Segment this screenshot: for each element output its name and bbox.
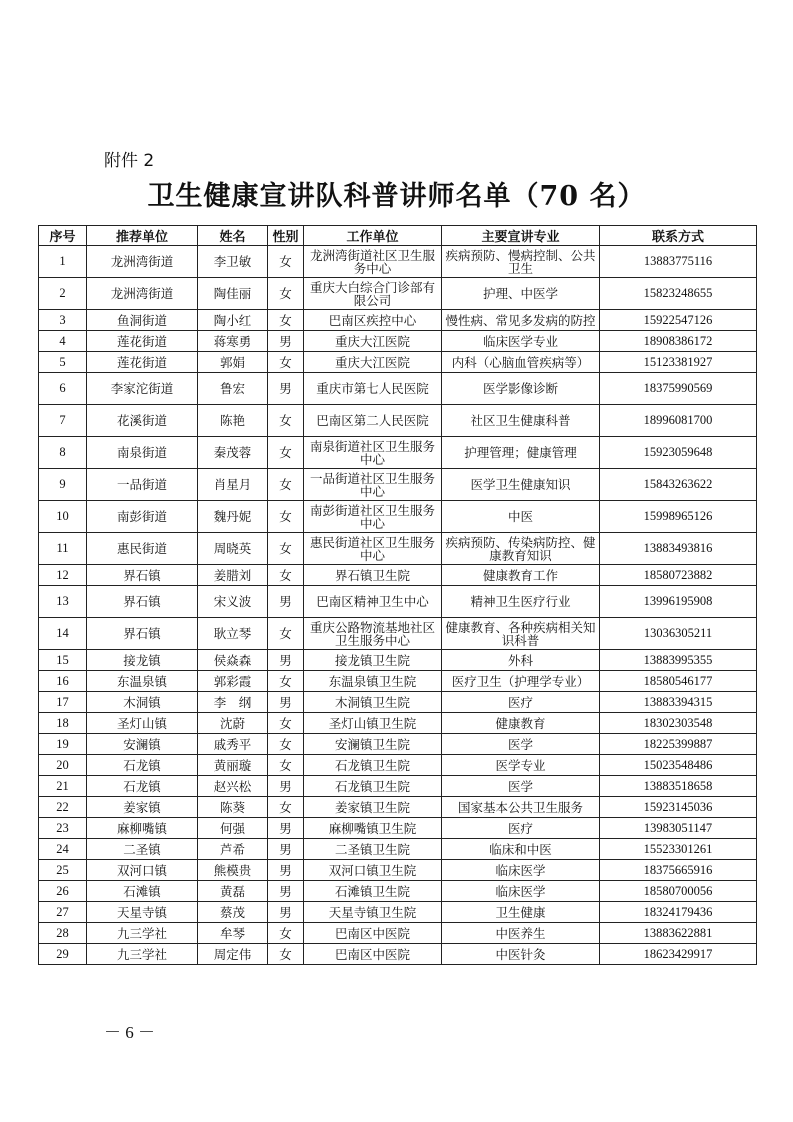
gender: 女: [268, 533, 304, 565]
header-cell: 联系方式: [600, 226, 757, 246]
contact-phone: 18623429917: [600, 944, 757, 965]
contact-phone: 13036305211: [600, 618, 757, 650]
table-row: [39, 902, 757, 923]
lecture-specialty: 医学影像诊断: [442, 373, 600, 405]
row-number: 25: [39, 860, 87, 881]
table-row: [39, 650, 757, 671]
contact-phone: 13983051147: [600, 818, 757, 839]
table-row: [39, 923, 757, 944]
work-unit: 麻柳嘴镇卫生院: [304, 818, 442, 839]
contact-phone: 15923059648: [600, 437, 757, 469]
table-row: [39, 797, 757, 818]
work-unit: 巴南区中医院: [304, 944, 442, 965]
lecturer-name: 蔡茂: [198, 902, 268, 923]
lecture-specialty: 护理管理；健康管理: [442, 437, 600, 469]
work-unit: 安澜镇卫生院: [304, 734, 442, 755]
table-row: [39, 839, 757, 860]
lecture-specialty: 中医: [442, 501, 600, 533]
row-number: 29: [39, 944, 87, 965]
gender: 男: [268, 818, 304, 839]
row-number: 22: [39, 797, 87, 818]
row-number: 2: [39, 278, 87, 310]
recommending-unit: 接龙镇: [87, 650, 198, 671]
contact-phone: 13883493816: [600, 533, 757, 565]
row-number: 1: [39, 246, 87, 278]
lecturer-roster-table: [38, 225, 757, 965]
lecture-specialty: 卫生健康: [442, 902, 600, 923]
gender: 男: [268, 860, 304, 881]
gender: 女: [268, 944, 304, 965]
row-number: 24: [39, 839, 87, 860]
gender: 女: [268, 469, 304, 501]
contact-phone: 15843263622: [600, 469, 757, 501]
row-number: 21: [39, 776, 87, 797]
lecture-specialty: 社区卫生健康科普: [442, 405, 600, 437]
gender: 男: [268, 839, 304, 860]
table-row: [39, 755, 757, 776]
recommending-unit: 莲花街道: [87, 331, 198, 352]
recommending-unit: 九三学社: [87, 944, 198, 965]
recommending-unit: 双河口镇: [87, 860, 198, 881]
table-row: [39, 437, 757, 469]
lecturer-name: 郭彩霞: [198, 671, 268, 692]
row-number: 16: [39, 671, 87, 692]
recommending-unit: 一品街道: [87, 469, 198, 501]
table-row: [39, 734, 757, 755]
row-number: 15: [39, 650, 87, 671]
lecturer-name: 周定伟: [198, 944, 268, 965]
lecturer-name: 黄磊: [198, 881, 268, 902]
row-number: 18: [39, 713, 87, 734]
lecture-specialty: 外科: [442, 650, 600, 671]
contact-phone: 15523301261: [600, 839, 757, 860]
lecture-specialty: 中医针灸: [442, 944, 600, 965]
row-number: 12: [39, 565, 87, 586]
contact-phone: 15998965126: [600, 501, 757, 533]
recommending-unit: 鱼洞街道: [87, 310, 198, 331]
lecturer-name: 李卫敏: [198, 246, 268, 278]
recommending-unit: 花溪街道: [87, 405, 198, 437]
recommending-unit: 九三学社: [87, 923, 198, 944]
lecturer-name: 鲁宏: [198, 373, 268, 405]
gender: 男: [268, 650, 304, 671]
work-unit: 天星寺镇卫生院: [304, 902, 442, 923]
gender: 女: [268, 501, 304, 533]
row-number: 5: [39, 352, 87, 373]
table-row: [39, 944, 757, 965]
recommending-unit: 南彭街道: [87, 501, 198, 533]
lecture-specialty: 医学卫生健康知识: [442, 469, 600, 501]
lecturer-name: 宋义波: [198, 586, 268, 618]
lecture-specialty: 医学: [442, 776, 600, 797]
gender: 女: [268, 755, 304, 776]
work-unit: 东温泉镇卫生院: [304, 671, 442, 692]
row-number: 19: [39, 734, 87, 755]
lecture-specialty: 中医养生: [442, 923, 600, 944]
gender: 女: [268, 437, 304, 469]
table-row: [39, 860, 757, 881]
work-unit: 石龙镇卫生院: [304, 755, 442, 776]
work-unit: 惠民街道社区卫生服务中心: [304, 533, 442, 565]
lecturer-name: 秦茂蓉: [198, 437, 268, 469]
contact-phone: 15023548486: [600, 755, 757, 776]
contact-phone: 18324179436: [600, 902, 757, 923]
header-cell: 工作单位: [304, 226, 442, 246]
header-cell: 序号: [39, 226, 87, 246]
recommending-unit: 界石镇: [87, 618, 198, 650]
attachment-label: 附件 2: [104, 151, 155, 171]
row-number: 20: [39, 755, 87, 776]
gender: 女: [268, 352, 304, 373]
table-row: [39, 565, 757, 586]
work-unit: 巴南区精神卫生中心: [304, 586, 442, 618]
lecturer-name: 熊模贵: [198, 860, 268, 881]
work-unit: 重庆市第七人民医院: [304, 373, 442, 405]
contact-phone: 13996195908: [600, 586, 757, 618]
lecturer-name: 李 纲: [198, 692, 268, 713]
contact-phone: 13883622881: [600, 923, 757, 944]
work-unit: 重庆公路物流基地社区卫生服务中心: [304, 618, 442, 650]
work-unit: 南彭街道社区卫生服务中心: [304, 501, 442, 533]
table-row: [39, 881, 757, 902]
contact-phone: 13883394315: [600, 692, 757, 713]
gender: 男: [268, 902, 304, 923]
contact-phone: 18225399887: [600, 734, 757, 755]
table-row: [39, 692, 757, 713]
work-unit: 巴南区疾控中心: [304, 310, 442, 331]
recommending-unit: 石滩镇: [87, 881, 198, 902]
contact-phone: 13883518658: [600, 776, 757, 797]
recommending-unit: 石龙镇: [87, 755, 198, 776]
recommending-unit: 姜家镇: [87, 797, 198, 818]
lecture-specialty: 疾病预防、慢病控制、公共卫生: [442, 246, 600, 278]
gender: 女: [268, 405, 304, 437]
table-row: [39, 352, 757, 373]
work-unit: 二圣镇卫生院: [304, 839, 442, 860]
contact-phone: 15923145036: [600, 797, 757, 818]
recommending-unit: 石龙镇: [87, 776, 198, 797]
contact-phone: 18580546177: [600, 671, 757, 692]
lecturer-name: 陈艳: [198, 405, 268, 437]
lecturer-name: 戚秀平: [198, 734, 268, 755]
lecturer-name: 姜腊刘: [198, 565, 268, 586]
lecture-specialty: 健康教育、各种疾病相关知识科普: [442, 618, 600, 650]
gender: 女: [268, 734, 304, 755]
lecture-specialty: 精神卫生医疗行业: [442, 586, 600, 618]
recommending-unit: 惠民街道: [87, 533, 198, 565]
table-row: [39, 818, 757, 839]
contact-phone: 18996081700: [600, 405, 757, 437]
lecturer-name: 何强: [198, 818, 268, 839]
gender: 男: [268, 881, 304, 902]
work-unit: 双河口镇卫生院: [304, 860, 442, 881]
row-number: 14: [39, 618, 87, 650]
lecture-specialty: 医学: [442, 734, 600, 755]
lecturer-name: 蒋寒勇: [198, 331, 268, 352]
contact-phone: 18580700056: [600, 881, 757, 902]
gender: 女: [268, 618, 304, 650]
table-body: [39, 246, 757, 965]
gender: 男: [268, 776, 304, 797]
recommending-unit: 天星寺镇: [87, 902, 198, 923]
row-number: 10: [39, 501, 87, 533]
header-cell: 姓名: [198, 226, 268, 246]
lecture-specialty: 疾病预防、传染病防控、健康教育知识: [442, 533, 600, 565]
gender: 女: [268, 278, 304, 310]
lecture-specialty: 临床医学: [442, 881, 600, 902]
header-cell: 性别: [268, 226, 304, 246]
table-row: [39, 310, 757, 331]
recommending-unit: 界石镇: [87, 586, 198, 618]
gender: 男: [268, 373, 304, 405]
page-number: － 6 －: [104, 1023, 155, 1042]
contact-phone: 13883775116: [600, 246, 757, 278]
row-number: 4: [39, 331, 87, 352]
work-unit: 巴南区中医院: [304, 923, 442, 944]
gender: 女: [268, 565, 304, 586]
lecture-specialty: 医学专业: [442, 755, 600, 776]
table-header-row: [39, 226, 757, 246]
row-number: 28: [39, 923, 87, 944]
recommending-unit: 木洞镇: [87, 692, 198, 713]
header-cell: 推荐单位: [87, 226, 198, 246]
work-unit: 龙洲湾街道社区卫生服务中心: [304, 246, 442, 278]
lecture-specialty: 健康教育工作: [442, 565, 600, 586]
row-number: 6: [39, 373, 87, 405]
work-unit: 石龙镇卫生院: [304, 776, 442, 797]
table-row: [39, 373, 757, 405]
gender: 男: [268, 692, 304, 713]
work-unit: 重庆大江医院: [304, 331, 442, 352]
table-row: [39, 533, 757, 565]
row-number: 11: [39, 533, 87, 565]
contact-phone: 18302303548: [600, 713, 757, 734]
gender: 女: [268, 923, 304, 944]
row-number: 26: [39, 881, 87, 902]
table-row: [39, 713, 757, 734]
table-row: [39, 671, 757, 692]
lecturer-name: 陶小红: [198, 310, 268, 331]
lecture-specialty: 慢性病、常见多发病的防控: [442, 310, 600, 331]
work-unit: 界石镇卫生院: [304, 565, 442, 586]
gender: 女: [268, 671, 304, 692]
recommending-unit: 东温泉镇: [87, 671, 198, 692]
recommending-unit: 龙洲湾街道: [87, 246, 198, 278]
lecturer-name: 赵兴松: [198, 776, 268, 797]
row-number: 9: [39, 469, 87, 501]
lecture-specialty: 国家基本公共卫生服务: [442, 797, 600, 818]
lecturer-name: 沈蔚: [198, 713, 268, 734]
recommending-unit: 李家沱街道: [87, 373, 198, 405]
lecture-specialty: 医疗: [442, 818, 600, 839]
lecture-specialty: 内科（心脑血管疾病等）: [442, 352, 600, 373]
row-number: 23: [39, 818, 87, 839]
lecturer-name: 牟琴: [198, 923, 268, 944]
work-unit: 南泉街道社区卫生服务中心: [304, 437, 442, 469]
contact-phone: 15123381927: [600, 352, 757, 373]
row-number: 27: [39, 902, 87, 923]
recommending-unit: 界石镇: [87, 565, 198, 586]
table-row: [39, 501, 757, 533]
contact-phone: 18375990569: [600, 373, 757, 405]
gender: 女: [268, 797, 304, 818]
gender: 女: [268, 246, 304, 278]
lecture-specialty: 临床医学专业: [442, 331, 600, 352]
row-number: 3: [39, 310, 87, 331]
row-number: 8: [39, 437, 87, 469]
work-unit: 一品街道社区卫生服务中心: [304, 469, 442, 501]
row-number: 7: [39, 405, 87, 437]
work-unit: 姜家镇卫生院: [304, 797, 442, 818]
gender: 男: [268, 331, 304, 352]
header-cell: 主要宣讲专业: [442, 226, 600, 246]
work-unit: 石滩镇卫生院: [304, 881, 442, 902]
lecture-specialty: 健康教育: [442, 713, 600, 734]
lecturer-name: 陶佳丽: [198, 278, 268, 310]
work-unit: 重庆大江医院: [304, 352, 442, 373]
recommending-unit: 麻柳嘴镇: [87, 818, 198, 839]
lecturer-name: 郭娟: [198, 352, 268, 373]
table-row: [39, 405, 757, 437]
work-unit: 圣灯山镇卫生院: [304, 713, 442, 734]
document-title: 卫生健康宣讲队科普讲师名单（70 名）: [147, 181, 646, 212]
contact-phone: 18580723882: [600, 565, 757, 586]
lecturer-name: 侯焱森: [198, 650, 268, 671]
table-row: [39, 331, 757, 352]
recommending-unit: 二圣镇: [87, 839, 198, 860]
lecturer-name: 耿立琴: [198, 618, 268, 650]
recommending-unit: 安澜镇: [87, 734, 198, 755]
contact-phone: 18375665916: [600, 860, 757, 881]
lecture-specialty: 医疗: [442, 692, 600, 713]
row-number: 17: [39, 692, 87, 713]
lecturer-name: 魏丹妮: [198, 501, 268, 533]
work-unit: 重庆大白综合门诊部有限公司: [304, 278, 442, 310]
lecturer-name: 周晓英: [198, 533, 268, 565]
table-row: [39, 586, 757, 618]
contact-phone: 15922547126: [600, 310, 757, 331]
recommending-unit: 莲花街道: [87, 352, 198, 373]
recommending-unit: 南泉街道: [87, 437, 198, 469]
gender: 女: [268, 310, 304, 331]
row-number: 13: [39, 586, 87, 618]
contact-phone: 15823248655: [600, 278, 757, 310]
lecture-specialty: 临床和中医: [442, 839, 600, 860]
work-unit: 木洞镇卫生院: [304, 692, 442, 713]
lecturer-name: 芦希: [198, 839, 268, 860]
table-row: [39, 776, 757, 797]
table-row: [39, 278, 757, 310]
work-unit: 接龙镇卫生院: [304, 650, 442, 671]
recommending-unit: 龙洲湾街道: [87, 278, 198, 310]
lecturer-name: 黄丽璇: [198, 755, 268, 776]
lecture-specialty: 护理、中医学: [442, 278, 600, 310]
table-row: [39, 469, 757, 501]
table-row: [39, 246, 757, 278]
work-unit: 巴南区第二人民医院: [304, 405, 442, 437]
contact-phone: 13883995355: [600, 650, 757, 671]
lecture-specialty: 医疗卫生（护理学专业）: [442, 671, 600, 692]
recommending-unit: 圣灯山镇: [87, 713, 198, 734]
lecturer-name: 陈葵: [198, 797, 268, 818]
gender: 女: [268, 713, 304, 734]
lecturer-name: 肖星月: [198, 469, 268, 501]
lecture-specialty: 临床医学: [442, 860, 600, 881]
table-row: [39, 618, 757, 650]
contact-phone: 18908386172: [600, 331, 757, 352]
gender: 男: [268, 586, 304, 618]
